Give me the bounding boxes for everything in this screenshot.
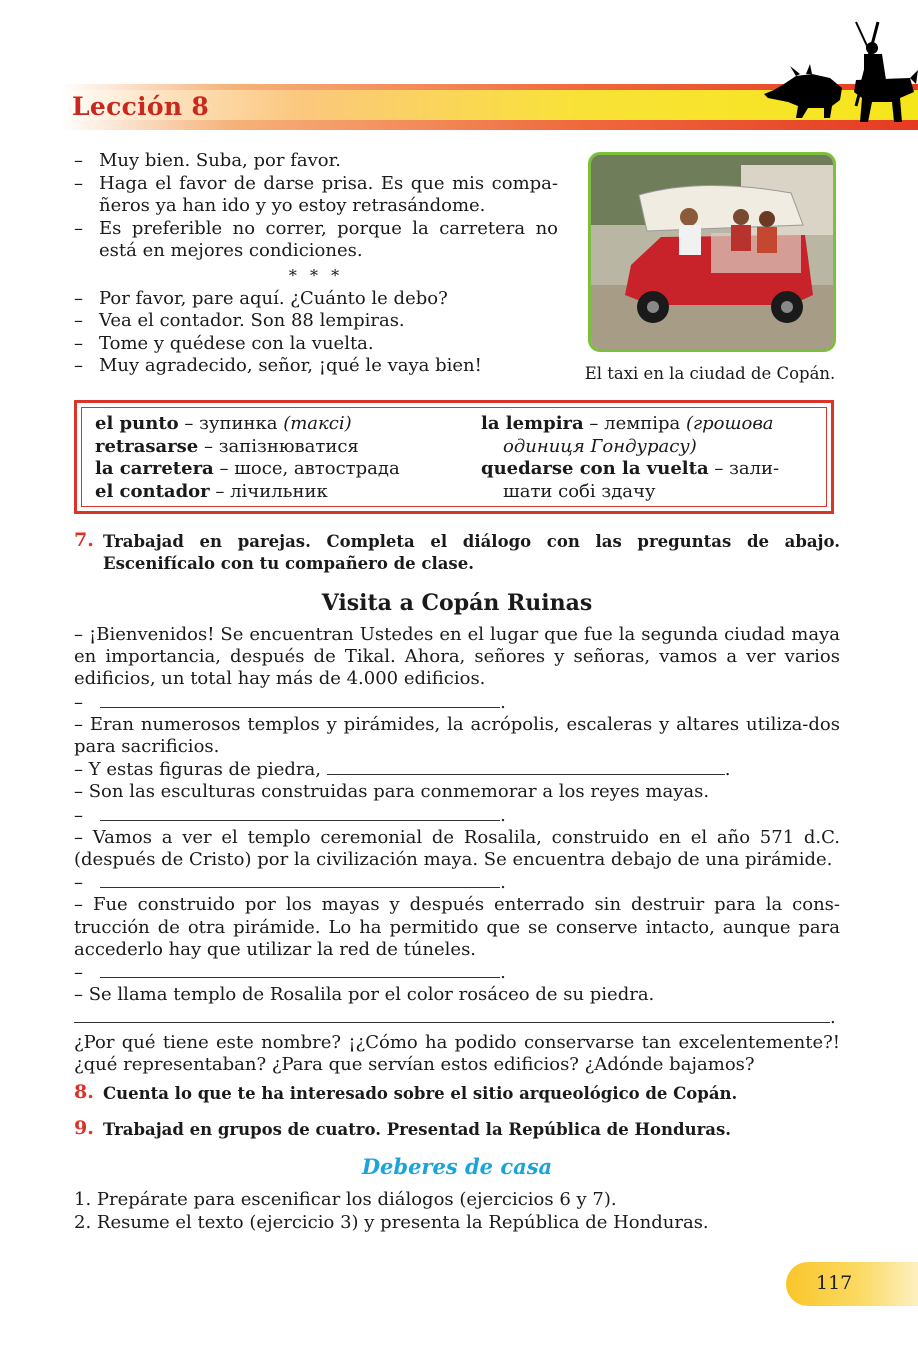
homework-item: 2. Resume el texto (ejercicio 3) y presenta la República de Honduras. — [74, 1212, 709, 1233]
vocab-translation: лічильник — [230, 480, 328, 502]
page-number: 117 — [816, 1272, 853, 1294]
lesson-title: Lección 8 — [72, 92, 210, 121]
answer-blank[interactable] — [100, 871, 500, 888]
answer-line — [74, 961, 840, 984]
page-number-tab — [786, 1262, 918, 1306]
dash: – — [74, 804, 83, 826]
story-paragraph: – Vamos a ver el templo ceremonial de Rosalila, construido en el año 571 d.C. (después de Cristo) por la civilización maya. Se encuentra debajo de una pirámide. — [74, 826, 840, 871]
task-7 — [74, 531, 840, 575]
vocab-translation: зупинка — [199, 413, 284, 434]
dash: – — [74, 287, 83, 309]
taxi-photo — [588, 152, 836, 352]
vocabulary-left-column — [95, 413, 455, 503]
vocab-sep: – — [178, 413, 200, 434]
dialog-text: Es preferible no correr, porque la carretera no está en mejores condiciones. — [99, 217, 558, 261]
dash: – — [74, 150, 83, 171]
vocab-entry-continuation — [481, 436, 817, 459]
dash: – — [74, 872, 83, 894]
vocab-entry-continuation — [481, 481, 817, 504]
separator-stars: * * * — [288, 265, 344, 285]
homework-item: 1. Prepárate para escenificar los diálogos (ejercicios 6 y 7). — [74, 1189, 617, 1210]
vocab-entry — [95, 481, 455, 504]
vocabulary-right-column — [481, 413, 817, 503]
answer-line — [74, 691, 840, 714]
vocab-entry — [95, 436, 455, 459]
vocab-entry — [481, 413, 817, 436]
vocab-translation: лемпіра — [604, 413, 686, 434]
vocab-entry — [95, 458, 455, 481]
homework-list — [74, 1188, 840, 1234]
vocab-sep: – — [209, 480, 231, 502]
story-paragraph: – Fue construido por los mayas y después enterrado sin destruir para la cons-trucción de otra pirámide. Lo ha permitido que se conserve intacto, aunque para accederlo hay que utilizar la red de túneles. — [74, 894, 840, 960]
vocab-term: la lempira — [481, 413, 584, 434]
don-quixote-bull-icon — [760, 18, 918, 130]
vocab-term: la carretera — [95, 458, 214, 479]
vocab-translation: зали- — [729, 458, 780, 479]
dash: – — [74, 962, 83, 984]
period: . — [500, 804, 506, 826]
story-title: Visita a Copán Ruinas — [321, 590, 593, 616]
questions-list: ¿Por qué tiene este nombre? ¡¿Cómo ha podido conservarse tan excelentemente?! ¿qué representaban? ¿Para que servían estos edificios? ¿Adónde bajamos? — [74, 1031, 840, 1075]
task-text: Cuenta lo que te ha interesado sobre el sitio arqueológico de Copán. — [103, 1084, 738, 1103]
dialog-line — [74, 150, 558, 173]
task-number: 8. — [74, 1081, 94, 1103]
story-paragraph: – Son las esculturas construidas para conmemorar a los reyes mayas. — [74, 781, 710, 803]
task-9 — [74, 1119, 840, 1141]
vocab-translation: шосе, автострада — [234, 458, 400, 479]
period: . — [500, 691, 506, 713]
dialog-block — [74, 150, 558, 378]
vocab-term: el contador — [95, 480, 210, 502]
answer-blank[interactable] — [100, 961, 500, 978]
tuk-tuk-image — [591, 155, 833, 349]
dialog-text: Vea el contador. Son 88 lempiras. — [99, 310, 405, 331]
period: . — [724, 759, 731, 781]
answer-line — [74, 871, 840, 894]
dialog-line — [74, 310, 558, 333]
task-text: Trabajad en grupos de cuatro. Presentad la República de Honduras. — [103, 1120, 732, 1139]
story-paragraph: – Se llama templo de Rosalila por el color rosáceo de su piedra. — [74, 984, 655, 1006]
vocab-entry — [95, 413, 455, 436]
story-paragraph: – Y estas figuras de piedra, — [74, 759, 321, 781]
story-paragraph: – ¡Bienvenidos! Se encuentran Ustedes en el lugar que fue la segunda ciudad maya en importancia, después de Tikal. Ahora, señores y señoras, vamos a ver varios edificios, un total hay más de 4.000 edificios. — [74, 624, 840, 690]
story-paragraph: – Eran numerosos templos y pirámides, la acrópolis, escaleras y altares utiliza-dos para sacrificios. — [74, 713, 840, 758]
answer-blank[interactable] — [74, 1006, 830, 1023]
vocab-note: (грошова — [685, 413, 774, 434]
answer-line-full — [74, 1006, 840, 1029]
vocab-note: (таксі) — [283, 413, 352, 434]
photo-caption: El taxi en la ciudad de Copán. — [584, 364, 836, 383]
answer-blank[interactable] — [100, 804, 500, 821]
story-body — [74, 624, 840, 1076]
vocabulary-box — [74, 400, 834, 514]
vocab-term: el punto — [95, 413, 179, 434]
homework-title: Deberes de casa — [361, 1154, 553, 1179]
dialog-line — [74, 288, 558, 311]
dialog-text: Muy agradecido, señor, ¡qué le vaya bien! — [99, 355, 482, 376]
vocab-note: одиниця Гондурасу) — [503, 435, 697, 457]
vocab-term: quedarse con la vuelta — [481, 458, 709, 479]
period: . — [500, 962, 506, 984]
dash: – — [74, 355, 83, 376]
period: . — [830, 1007, 836, 1029]
dialog-line — [74, 173, 558, 218]
dialog-text: Tome y quédese con la vuelta. — [99, 332, 374, 354]
dash: – — [74, 172, 83, 194]
task-number: 9. — [74, 1117, 94, 1139]
dialog-text: Por favor, pare aquí. ¿Cuánto le debo? — [99, 287, 448, 309]
dash: – — [74, 691, 83, 713]
task-8 — [74, 1083, 840, 1105]
vocab-translation: шати собі здачу — [503, 480, 656, 502]
dash: – — [74, 217, 83, 239]
period: . — [500, 872, 506, 894]
answer-line — [74, 804, 840, 827]
task-number: 7. — [74, 529, 94, 551]
dialog-text: Haga el favor de darse prisa. Es que mis compa-ñeros ya han ido y yo estoy retrasándome. — [99, 172, 558, 216]
answer-line — [74, 758, 840, 781]
dash: – — [74, 332, 83, 354]
vocab-sep: – — [708, 458, 730, 479]
vocab-translation: запізнюватися — [218, 435, 359, 457]
answer-blank[interactable] — [100, 691, 500, 708]
dialog-line — [74, 355, 558, 378]
vocab-sep: – — [198, 435, 219, 457]
vocab-sep: – — [213, 458, 235, 479]
answer-blank[interactable] — [327, 758, 725, 775]
dialog-line — [74, 218, 558, 263]
dialog-text: Muy bien. Suba, por favor. — [99, 150, 341, 171]
task-text: Trabajad en parejas. Completa el diálogo con las preguntas de abajo. Escenifícalo con tu compañero de clase. — [103, 532, 840, 573]
dialog-line — [74, 333, 558, 356]
vocab-entry — [481, 458, 817, 481]
vocab-sep: – — [583, 413, 605, 434]
vocab-term: retrasarse — [95, 435, 199, 457]
dash: – — [74, 310, 83, 331]
